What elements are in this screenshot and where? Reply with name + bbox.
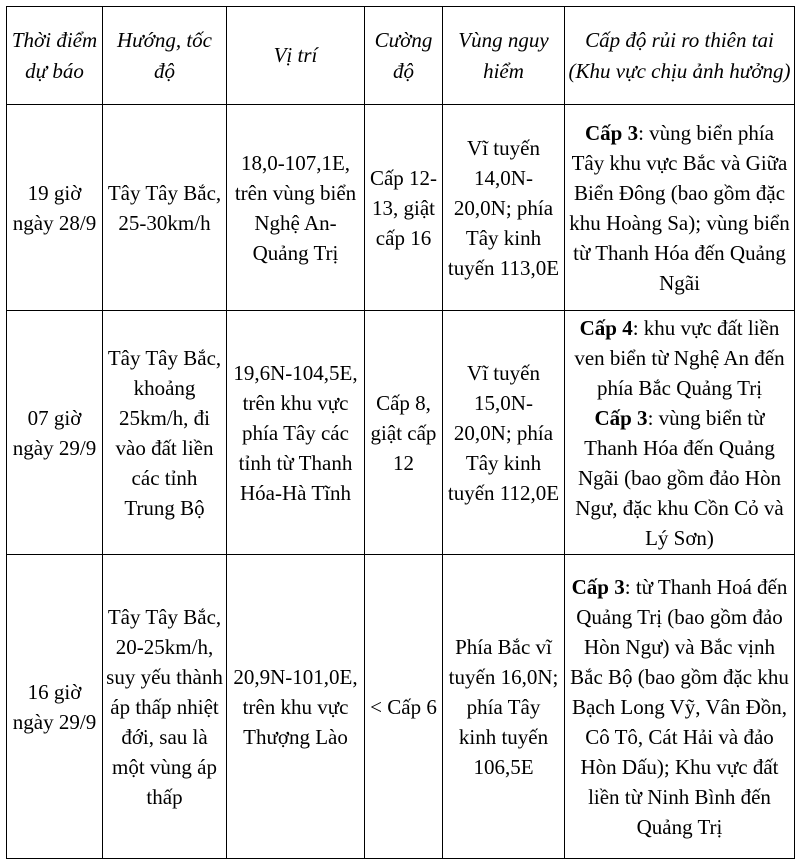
risk-entry	[568, 572, 791, 842]
risk-level-label: Cấp 3	[594, 405, 648, 430]
header-intensity: Cường độ	[365, 7, 443, 105]
risk-level-label: Cấp 3	[571, 574, 625, 599]
cell-direction: Tây Tây Bắc, 25-30km/h	[103, 105, 227, 311]
header-risk-level: Cấp độ rủi ro thiên tai (Khu vực chịu ảnh hưởng)	[565, 7, 795, 105]
risk-entry	[568, 313, 791, 403]
header-direction: Hướng, tốc độ	[103, 7, 227, 105]
header-time: Thời điểm dự báo	[7, 7, 103, 105]
risk-description: : vùng biển từ Thanh Hóa đến Quảng Ngãi (bao gồm đảo Hòn Ngư, đặc khu Cồn Cỏ và Lý Sơn)	[575, 405, 784, 550]
risk-level-label: Cấp 4	[579, 315, 633, 340]
cell-risk-level	[565, 311, 795, 555]
risk-level-label: Cấp 3	[584, 120, 639, 145]
header-position: Vị trí	[227, 7, 365, 105]
risk-entry	[568, 403, 791, 553]
cell-intensity: Cấp 8, giật cấp 12	[365, 311, 443, 555]
cell-direction: Tây Tây Bắc, khoảng 25km/h, đi vào đất liền các tỉnh Trung Bộ	[103, 311, 227, 555]
cell-time: 07 giờ ngày 29/9	[7, 311, 103, 555]
cell-time: 19 giờ ngày 28/9	[7, 105, 103, 311]
cell-time: 16 giờ ngày 29/9	[7, 555, 103, 859]
table-row	[7, 311, 795, 555]
cell-risk-level	[565, 105, 795, 311]
cell-position: 18,0-107,1E, trên vùng biển Nghệ An-Quảng Trị	[227, 105, 365, 311]
cell-danger-zone: Phía Bắc vĩ tuyến 16,0N; phía Tây kinh tuyến 106,5E	[443, 555, 565, 859]
header-row	[7, 7, 795, 105]
cell-risk-level	[565, 555, 795, 859]
risk-description: : vùng biển phía Tây khu vực Bắc và Giữa Biển Đông (bao gồm đặc khu Hoàng Sa); vùng biển từ Thanh Hóa đến Quảng Ngãi	[569, 120, 790, 295]
cell-position: 19,6N-104,5E, trên khu vực phía Tây các tỉnh từ Thanh Hóa-Hà Tĩnh	[227, 311, 365, 555]
risk-entry	[568, 118, 791, 298]
cell-danger-zone: Vĩ tuyến 15,0N-20,0N; phía Tây kinh tuyến 112,0E	[443, 311, 565, 555]
risk-description: : khu vực đất liền ven biển từ Nghệ An đến phía Bắc Quảng Trị	[574, 315, 785, 400]
cell-direction: Tây Tây Bắc, 20-25km/h, suy yếu thành áp thấp nhiệt đới, sau là một vùng áp thấp	[103, 555, 227, 859]
cell-danger-zone: Vĩ tuyến 14,0N-20,0N; phía Tây kinh tuyến 113,0E	[443, 105, 565, 311]
risk-description: : từ Thanh Hoá đến Quảng Trị (bao gồm đảo Hòn Ngư) và Bắc vịnh Bắc Bộ (bao gồm đặc khu Bạch Long Vỹ, Vân Đồn, Cô Tô, Cát Hải và đảo Hòn Dấu); Khu vực đất liền từ Ninh Bình đến Quảng Trị	[570, 574, 789, 839]
forecast-table	[6, 6, 795, 859]
cell-intensity: < Cấp 6	[365, 555, 443, 859]
cell-intensity: Cấp 12-13, giật cấp 16	[365, 105, 443, 311]
cell-position: 20,9N-101,0E, trên khu vực Thượng Lào	[227, 555, 365, 859]
header-danger-zone: Vùng nguy hiểm	[443, 7, 565, 105]
table-row	[7, 105, 795, 311]
table-row	[7, 555, 795, 859]
